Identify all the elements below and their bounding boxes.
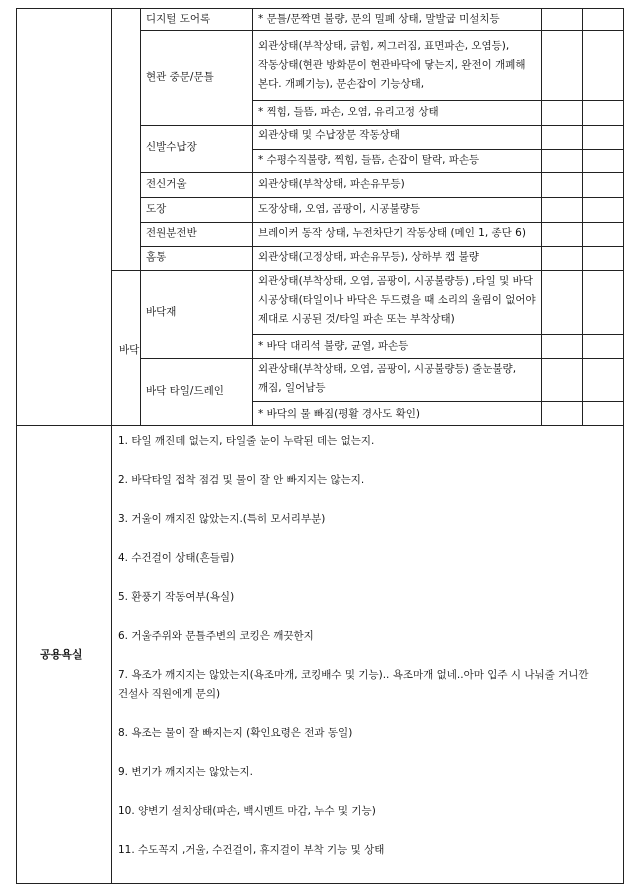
section-title-bathroom: 공용욕실	[40, 648, 83, 661]
checklist-item: 11. 수도꼭지 ,거울, 수건걸이, 휴지걸이 부착 기능 및 상태	[118, 844, 385, 856]
checklist-item: 1. 타일 깨진데 없는지, 타일줄 눈이 누락된 데는 없는지.	[118, 435, 375, 447]
row-divider	[140, 358, 623, 359]
row-divider	[252, 334, 623, 335]
location-gutter: 홈통	[146, 251, 167, 263]
checklist-item: 3. 거울이 깨지진 않았는지.(특히 모서리부분)	[118, 513, 326, 525]
table-border-left	[16, 8, 17, 884]
row-divider	[140, 197, 623, 198]
checklist-item: 5. 환풍기 작동여부(욕실)	[118, 591, 235, 603]
table-border-col5	[582, 8, 583, 425]
location-floor-tile-drain: 바닥 타일/드레인	[146, 385, 224, 397]
table-border-col3	[252, 8, 253, 425]
content-entrance-door: 외관상태(부착상태, 긁힘, 찌그러짐, 표면파손, 오염등), 작동상태(현관 방화문이 현관바닥에 닿는지, 완전이 개폐해 본다. 개폐기능), 문손잡이 기능상태,	[258, 40, 526, 90]
location-distribution-panel: 전원분전반	[146, 227, 197, 239]
content-entrance-door-note: * 찍힘, 들뜸, 파손, 오염, 유리고정 상태	[258, 106, 439, 118]
checklist-item: 2. 바닥타일 접착 점검 및 물이 잘 안 빠지지는 않는지.	[118, 474, 365, 486]
content-gutter: 외관상태(고정상태, 파손유무등), 상하부 캡 불량	[258, 251, 479, 263]
table-border-col2	[140, 8, 141, 425]
content-flooring-note: * 바닥 대리석 불량, 균열, 파손등	[258, 340, 409, 352]
content-distribution-panel: 브레이커 동작 상태, 누전차단기 작동상태 (메인 1, 종단 6)	[258, 227, 526, 239]
table-border-bath	[111, 425, 112, 884]
location-flooring: 바닥재	[146, 306, 177, 318]
content-digital-door-lock: * 문틀/문짝면 불량, 문의 밀폐 상태, 말발굽 미설치등	[258, 13, 500, 25]
location-entrance-door: 현관 중문/문틀	[146, 71, 214, 83]
row-divider	[252, 401, 623, 402]
content-floor-tile-drain-note: * 바닥의 물 빠짐(평활 경사도 확인)	[258, 408, 420, 420]
checklist-item: 9. 변기가 깨지지는 않았는지.	[118, 766, 253, 778]
location-shoe-cabinet: 신발수납장	[146, 141, 197, 153]
table-border-bottom	[16, 883, 624, 884]
location-digital-door-lock: 디지털 도어록	[146, 13, 211, 25]
checklist-item: 7. 욕조가 깨지지는 않았는지(욕조마개, 코킹배수 및 기능).. 욕조마개 없네..아마 입주 시 나눠줄 거니깐 건설사 직원에게 문의)	[118, 669, 589, 700]
content-shoe-cabinet: 외관상태 및 수납장문 작동상태	[258, 129, 400, 141]
table-border-top	[16, 8, 624, 9]
content-full-mirror: 외관상태(부착상태, 파손유무등)	[258, 178, 405, 190]
category-floor: 바닥	[119, 344, 140, 356]
checklist-item: 10. 양변기 설치상태(파손, 백시멘트 마감, 누수 및 기능)	[118, 805, 376, 817]
checklist-item: 8. 욕조는 물이 잘 빠지는지 (확인요령은 전과 동일)	[118, 727, 353, 739]
row-divider	[140, 30, 623, 31]
table-border-right	[623, 8, 624, 884]
content-paint: 도장상태, 오염, 곰팡이, 시공불량등	[258, 203, 421, 215]
row-divider	[252, 149, 623, 150]
inspection-checklist-table	[16, 8, 624, 884]
row-divider	[140, 246, 623, 247]
section-divider	[16, 425, 624, 426]
content-floor-tile-drain: 외관상태(부착상태, 오염, 곰팡이, 시공불량등) 줄눈불량, 깨짐, 일어남등	[258, 363, 517, 394]
checklist-item: 4. 수건걸이 상태(흔들림)	[118, 552, 235, 564]
table-border-col1	[111, 8, 112, 425]
row-divider	[140, 222, 623, 223]
content-flooring: 외관상태(부착상태, 오염, 곰팡이, 시공불량등) ,타일 및 바닥 시공상태(타일이나 바닥은 두드렸을 때 소리의 울림이 없어야 제대로 시공된 것/타일 파손 또는 부착상태)	[258, 275, 536, 325]
checklist-item: 6. 거울주위와 문틀주변의 코킹은 깨끗한지	[118, 630, 314, 642]
row-divider	[252, 100, 623, 101]
location-full-mirror: 전신거울	[146, 178, 187, 190]
row-divider	[140, 172, 623, 173]
location-paint: 도장	[146, 203, 167, 215]
content-shoe-cabinet-note: * 수평수직불량, 찍힘, 들뜸, 손잡이 탈락, 파손등	[258, 154, 480, 166]
table-border-col4	[541, 8, 542, 425]
row-divider	[111, 270, 623, 271]
